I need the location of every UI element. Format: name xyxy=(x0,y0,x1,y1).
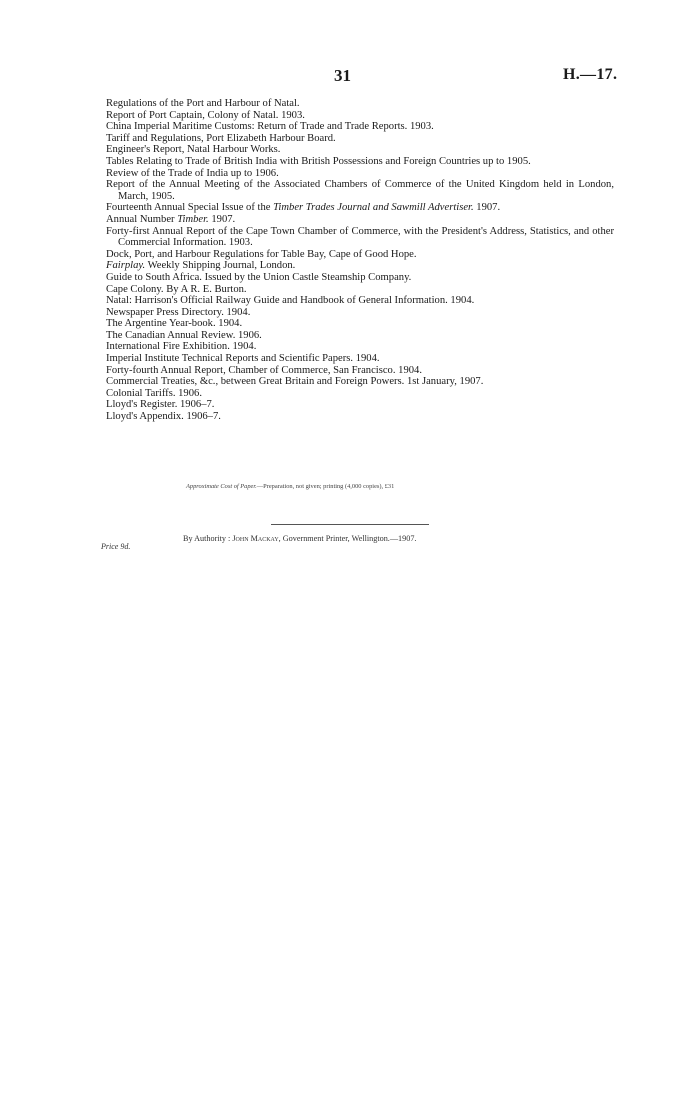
list-item: China Imperial Maritime Customs: Return of Trade and Trade Reports. 1903. xyxy=(106,121,434,133)
list-item: Lloyd's Appendix. 1906–7. xyxy=(106,411,221,423)
bibliography-list xyxy=(106,98,614,423)
entry-year: 1907. xyxy=(208,213,236,225)
authority-suffix: , Government Printer, Wellington.—1907. xyxy=(278,534,417,543)
entry-year: 1907. xyxy=(473,202,501,214)
list-item: Review of the Trade of India up to 1906. xyxy=(106,167,279,179)
list-item: The Argentine Year-book. 1904. xyxy=(106,318,243,330)
list-item: Commercial Treaties, &c., between Great Britain and Foreign Powers. 1st January, 1907. xyxy=(106,376,484,388)
list-item xyxy=(106,214,614,226)
list-item: Regulations of the Port and Harbour of Natal. xyxy=(106,98,300,109)
list-item xyxy=(106,202,614,214)
list-item: Report of the Annual Meeting of the Associated Chambers of Commerce of the United Kingdom held in London, March, 1905. xyxy=(106,179,614,202)
list-item: Tariff and Regulations, Port Elizabeth Harbour Board. xyxy=(106,132,336,144)
list-item: Guide to South Africa. Issued by the Union Castle Steamship Company. xyxy=(106,271,412,283)
divider xyxy=(271,524,429,525)
list-item: Natal: Harrison's Official Railway Guide and Handbook of General Information. 1904. xyxy=(106,295,475,307)
list-item: Lloyd's Register. 1906–7. xyxy=(106,399,215,411)
printer-name: John Mackay xyxy=(232,534,279,543)
list-item xyxy=(106,260,614,272)
entry-italic-title: Fairplay. xyxy=(106,260,146,272)
document-reference: H.—17. xyxy=(563,66,618,83)
list-item: Imperial Institute Technical Reports and Scientific Papers. 1904. xyxy=(106,353,380,365)
list-item: Engineer's Report, Natal Harbour Works. xyxy=(106,144,281,156)
authority-prefix: By Authority : xyxy=(183,534,233,543)
cost-note xyxy=(186,483,394,490)
list-item: The Canadian Annual Review. 1906. xyxy=(106,329,262,341)
cost-label: Approximate Cost of Paper. xyxy=(186,483,257,490)
entry-italic-title: Timber Trades Journal and Sawmill Advertiser. xyxy=(273,202,474,214)
entry-rest: Weekly Shipping Journal, London. xyxy=(145,260,296,272)
cost-text: —Preparation, not given; printing (4,000 copies), £31 xyxy=(256,483,395,490)
entry-prefix: Annual Number xyxy=(106,213,178,225)
page-number: 31 xyxy=(334,66,351,85)
list-item: Dock, Port, and Harbour Regulations for Table Bay, Cape of Good Hope. xyxy=(106,248,417,260)
list-item: Tables Relating to Trade of British India with British Possessions and Foreign Countries up to 1905. xyxy=(106,155,531,167)
list-item: Forty-fourth Annual Report, Chamber of Commerce, San Francisco. 1904. xyxy=(106,364,422,376)
entry-prefix: Fourteenth Annual Special Issue of the xyxy=(106,202,274,214)
entry-italic-title: Timber. xyxy=(177,213,209,225)
list-item: Forty-first Annual Report of the Cape Town Chamber of Commerce, with the President's Address, Statistics, and other Commercial Information. 1903. xyxy=(106,225,614,249)
list-item: Report of Port Captain, Colony of Natal. 1903. xyxy=(106,109,305,121)
list-item: Colonial Tariffs. 1906. xyxy=(106,387,202,399)
price-label: Price 9d. xyxy=(101,542,131,551)
list-item: Newspaper Press Directory. 1904. xyxy=(106,306,251,318)
printer-imprint xyxy=(183,534,416,543)
list-item: International Fire Exhibition. 1904. xyxy=(106,341,257,353)
list-item: Cape Colony. By A R. E. Burton. xyxy=(106,283,247,295)
